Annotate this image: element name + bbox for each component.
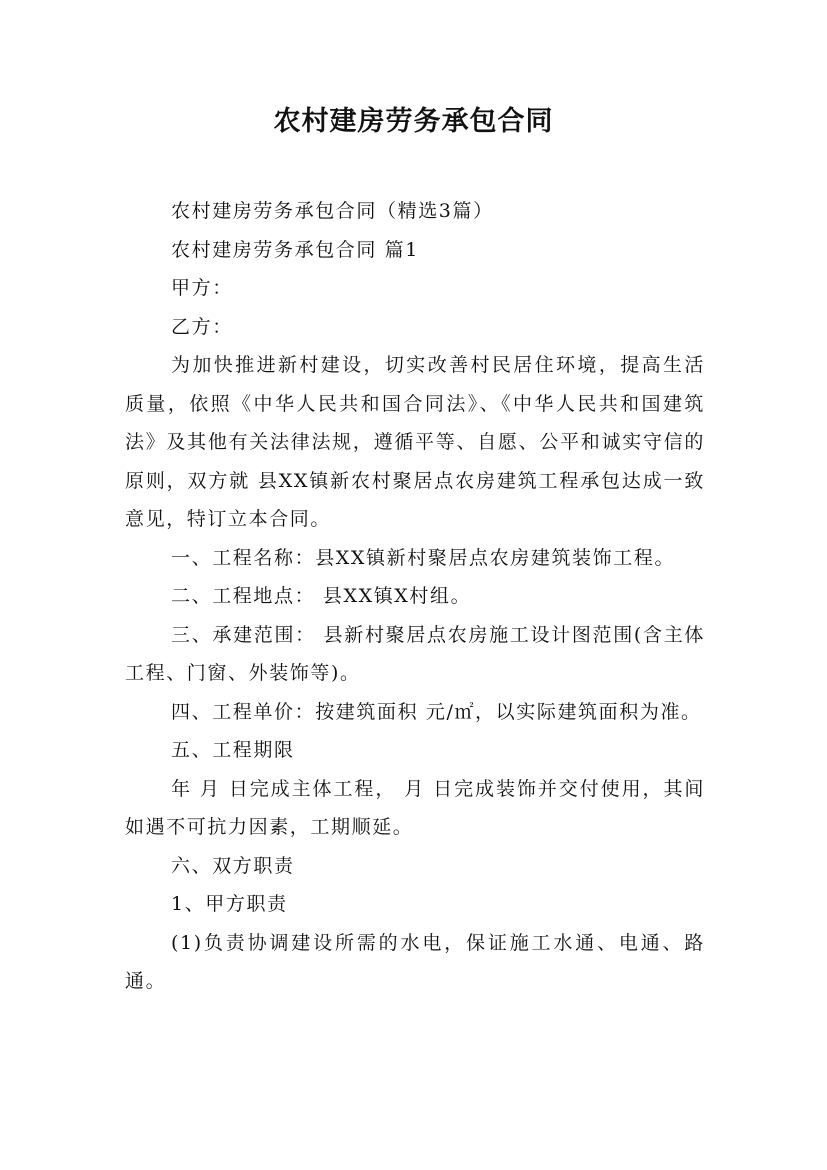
paragraph-period-detail: 年 月 日完成主体工程， 月 日完成装饰并交付使用，其间如遇不可抗力因素，工期顺延。 <box>125 777 705 838</box>
paragraph-part-heading: 农村建房劳务承包合同 篇1 <box>171 238 419 261</box>
paragraph-subtitle: 农村建房劳务承包合同（精选3篇） <box>171 200 494 222</box>
document-title: 农村建房劳务承包合同 <box>273 106 554 137</box>
paragraph-duty-1: (1)负责协调建设所需的水电，保证施工水通、电通、路通。 <box>125 931 705 992</box>
paragraph-period-heading: 五、工程期限 <box>171 739 295 761</box>
paragraph-party-a-duties: 1、甲方职责 <box>171 893 288 915</box>
paragraph-scope: 三、承建范围： 县新村聚居点农房施工设计图范围(含主体工程、门窗、外装饰等)。 <box>125 623 705 684</box>
paragraph-project-location: 二、工程地点： 县XX镇X村组。 <box>171 585 472 607</box>
paragraph-party-a: 甲方： <box>171 277 233 299</box>
document-body <box>125 192 705 1001</box>
paragraph-project-name: 一、工程名称：县XX镇新村聚居点农房建筑装饰工程。 <box>171 546 676 569</box>
paragraph-unit-price: 四、工程单价：按建筑面积 元/㎡，以实际建筑面积为准。 <box>171 700 702 723</box>
paragraph-party-b: 乙方： <box>171 315 233 338</box>
paragraph-preamble: 为加快推进新村建设，切实改善村民居住环境，提高生活质量，依照《中华人民共和国合同法》、《中华人民共和国建筑法》及其他有关法律法规，遵循平等、自愿、公平和诚实守信的原则，双方就 县XX镇新农村聚居点农房建筑工程承包达成一致意见，特订立本合同。 <box>125 354 705 530</box>
paragraph-duties-heading: 六、双方职责 <box>171 854 295 877</box>
